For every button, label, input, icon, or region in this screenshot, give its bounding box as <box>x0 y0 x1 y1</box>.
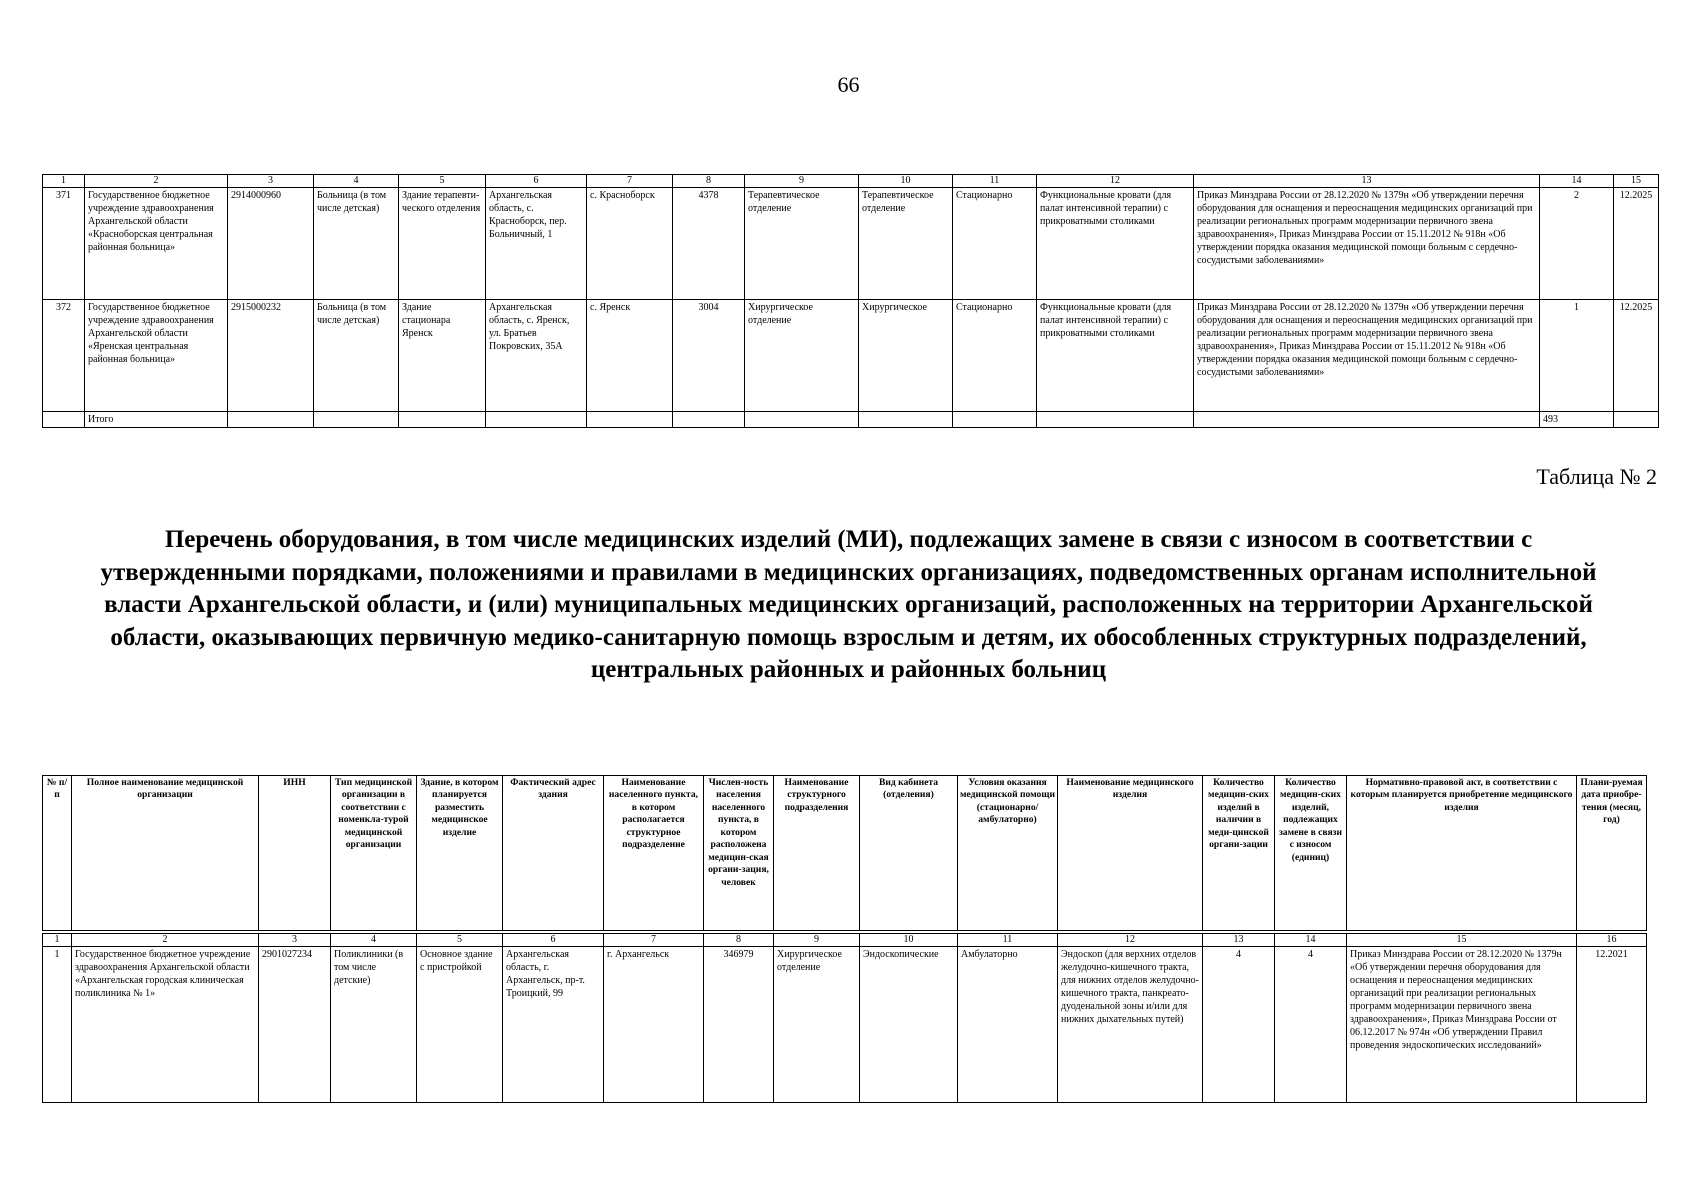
column-number: 4 <box>314 175 399 188</box>
row-number: 372 <box>43 299 85 411</box>
column-header: Вид кабинета (отделения) <box>860 776 958 931</box>
column-header: Плани-руемая дата приобре-тения (месяц, год) <box>1577 776 1647 931</box>
quantity-to-replace: 4 <box>1275 946 1347 1102</box>
table-row <box>43 946 1647 1102</box>
column-number: 15 <box>1347 934 1577 947</box>
column-number-row <box>43 934 1647 947</box>
column-header: Наименование структурного подразделения <box>774 776 860 931</box>
quantity: 2 <box>1540 187 1614 299</box>
column-header: Числен-ность населения населенного пункта, в котором расположена медицин-ская органи-зация, человек <box>704 776 774 931</box>
division: Хирургическое отделение <box>774 946 860 1102</box>
column-number: 3 <box>228 175 314 188</box>
row-number: 1 <box>43 946 72 1102</box>
column-header: Количество медицин-ских изделий, подлежащих замене в связи с износом (единиц) <box>1275 776 1347 931</box>
cabinet-type: Терапевтическое отделение <box>859 187 953 299</box>
column-number: 7 <box>587 175 673 188</box>
device-name: Функциональные кровати (для палат интенсивной терапии) с прикроватными столиками <box>1037 299 1194 411</box>
table-caption: Таблица № 2 <box>1536 464 1657 489</box>
division: Хирургическое отделение <box>745 299 859 411</box>
inn: 2915000232 <box>228 299 314 411</box>
column-number-row <box>43 175 1659 188</box>
organization-name: Государственное бюджетное учреждение здравоохранения Архангельской области «Архангельская городская клиническая поликлиника № 1» <box>72 946 259 1102</box>
total-label: Итого <box>85 411 228 427</box>
organization-name: Государственное бюджетное учреждение здравоохранения Архангельской области «Красноборская центральная районная больница» <box>85 187 228 299</box>
legal-act: Приказ Минздрава России от 28.12.2020 № 1379н «Об утверждении перечня оборудования для оснащения и переоснащения медицинских организаций при реализации региональных программ модернизации первичного звена здравоохранения», Приказ Минздрава России от 15.11.2012 № 918н «Об утверждении порядка оказания медицинской помощи больным с сердечно-сосудистыми заболеваниями» <box>1194 299 1540 411</box>
organization-type: Больница (в том числе детская) <box>314 187 399 299</box>
column-number: 2 <box>85 175 228 188</box>
column-number: 12 <box>1058 934 1203 947</box>
organization-type: Больница (в том числе детская) <box>314 299 399 411</box>
address: Архангельская область, с. Красноборск, пер. Больничный, 1 <box>486 187 587 299</box>
care-conditions: Стационарно <box>953 299 1037 411</box>
device-name: Эндоскоп (для верхних отделов желудочно-кишечного тракта, для нижних отделов желудочно-кишечного тракта, панкреато-дуоденальной зоны и/или для нижних дыхательных путей) <box>1058 946 1203 1102</box>
column-number: 6 <box>486 175 587 188</box>
column-number: 3 <box>259 934 331 947</box>
care-conditions: Амбулаторно <box>958 946 1058 1102</box>
total-value: 493 <box>1540 411 1614 427</box>
column-number: 1 <box>43 934 72 947</box>
column-number: 11 <box>958 934 1058 947</box>
organization-name: Государственное бюджетное учреждение здравоохранения Архангельской области «Яренская центральная районная больница» <box>85 299 228 411</box>
row-number: 371 <box>43 187 85 299</box>
address: Архангельская область, с. Яренск, ул. Братьев Покровских, 35А <box>486 299 587 411</box>
column-number: 8 <box>704 934 774 947</box>
quantity: 1 <box>1540 299 1614 411</box>
equipment-table <box>42 775 1647 1103</box>
planned-date: 12.2025 <box>1614 299 1659 411</box>
population: 3004 <box>673 299 745 411</box>
equipment-table-continued <box>42 174 1659 428</box>
quantity-available: 4 <box>1203 946 1275 1102</box>
header-row <box>43 776 1647 931</box>
column-number: 9 <box>774 934 860 947</box>
planned-date: 12.2025 <box>1614 187 1659 299</box>
document-title: Перечень оборудования, в том числе медицинских изделий (МИ), подлежащих замене в связи с износом в соответствии с утвержденными порядками, положениями и правилами в медицинских организациях, подведомственных органам исполнительной власти Архангельской области, и (или) муниципальных медицинских организаций, расположенных на территории Архангельской области, оказывающих первичную медико-санитарную помощь взрослым и детям, их обособленных структурных подразделений, центральных районных и районных больниц <box>100 526 1597 683</box>
column-header: Полное наименование медицинской организации <box>72 776 259 931</box>
column-number: 9 <box>745 175 859 188</box>
column-number: 7 <box>604 934 704 947</box>
population: 346979 <box>704 946 774 1102</box>
column-header: Нормативно-правовой акт, в соответствии с которым планируется приобретение медицинского изделия <box>1347 776 1577 931</box>
cabinet-type: Эндоскопические <box>860 946 958 1102</box>
column-number: 11 <box>953 175 1037 188</box>
settlement: с. Яренск <box>587 299 673 411</box>
building: Здание стационара Яренск <box>399 299 486 411</box>
column-number: 1 <box>43 175 85 188</box>
column-header: Наименование медицинского изделия <box>1058 776 1203 931</box>
column-number: 2 <box>72 934 259 947</box>
division: Терапевтическое отделение <box>745 187 859 299</box>
column-number: 16 <box>1577 934 1647 947</box>
column-header: Здание, в котором планируется разместить медицинское изделие <box>417 776 503 931</box>
inn: 2914000960 <box>228 187 314 299</box>
column-number: 13 <box>1194 175 1540 188</box>
population: 4378 <box>673 187 745 299</box>
column-number: 14 <box>1275 934 1347 947</box>
column-header: Количество медицин-ских изделий в наличии в меди-цинской органи-зации <box>1203 776 1275 931</box>
column-header: Тип медицинской организации в соответствии с номенкла-турой медицинской организации <box>331 776 417 931</box>
settlement: с. Красноборск <box>587 187 673 299</box>
column-number: 14 <box>1540 175 1614 188</box>
total-row <box>43 411 1659 427</box>
column-number: 5 <box>417 934 503 947</box>
column-header: Наименование населенного пункта, в котором располагается структурное подразделение <box>604 776 704 931</box>
address: Архангельская область, г. Архангельск, пр-т. Троицкий, 99 <box>503 946 604 1102</box>
table-row <box>43 187 1659 299</box>
building: Основное здание с пристройкой <box>417 946 503 1102</box>
column-number: 15 <box>1614 175 1659 188</box>
column-header: Условия оказания медицинской помощи (стационарно/ амбулаторно) <box>958 776 1058 931</box>
building: Здание терапевти-ческого отделения <box>399 187 486 299</box>
column-number: 10 <box>860 934 958 947</box>
column-header: № п/п <box>43 776 72 931</box>
legal-act: Приказ Минздрава России от 28.12.2020 № 1379н «Об утверждении перечня оборудования для оснащения и переоснащения медицинских организаций при реализации региональных программ модернизации первичного звена здравоохранения», Приказ Минздрава России от 06.12.2017 № 974н «Об утверждении Правил проведения эндоскопических исследований» <box>1347 946 1577 1102</box>
settlement: г. Архангельск <box>604 946 704 1102</box>
column-number: 5 <box>399 175 486 188</box>
column-number: 6 <box>503 934 604 947</box>
column-number: 13 <box>1203 934 1275 947</box>
device-name: Функциональные кровати (для палат интенсивной терапии) с прикроватными столиками <box>1037 187 1194 299</box>
inn: 2901027234 <box>259 946 331 1102</box>
care-conditions: Стационарно <box>953 187 1037 299</box>
cabinet-type: Хирургическое <box>859 299 953 411</box>
column-header: ИНН <box>259 776 331 931</box>
column-number: 12 <box>1037 175 1194 188</box>
page-number: 66 <box>837 72 860 97</box>
table-row <box>43 299 1659 411</box>
column-number: 8 <box>673 175 745 188</box>
legal-act: Приказ Минздрава России от 28.12.2020 № 1379н «Об утверждении перечня оборудования для оснащения и переоснащения медицинских организаций при реализации региональных программ модернизации первичного звена здравоохранения», Приказ Минздрава России от 15.11.2012 № 918н «Об утверждении порядка оказания медицинской помощи больным с сердечно-сосудистыми заболеваниями» <box>1194 187 1540 299</box>
organization-type: Поликлиники (в том числе детские) <box>331 946 417 1102</box>
column-number: 4 <box>331 934 417 947</box>
column-number: 10 <box>859 175 953 188</box>
column-header: Фактический адрес здания <box>503 776 604 931</box>
planned-date: 12.2021 <box>1577 946 1647 1102</box>
